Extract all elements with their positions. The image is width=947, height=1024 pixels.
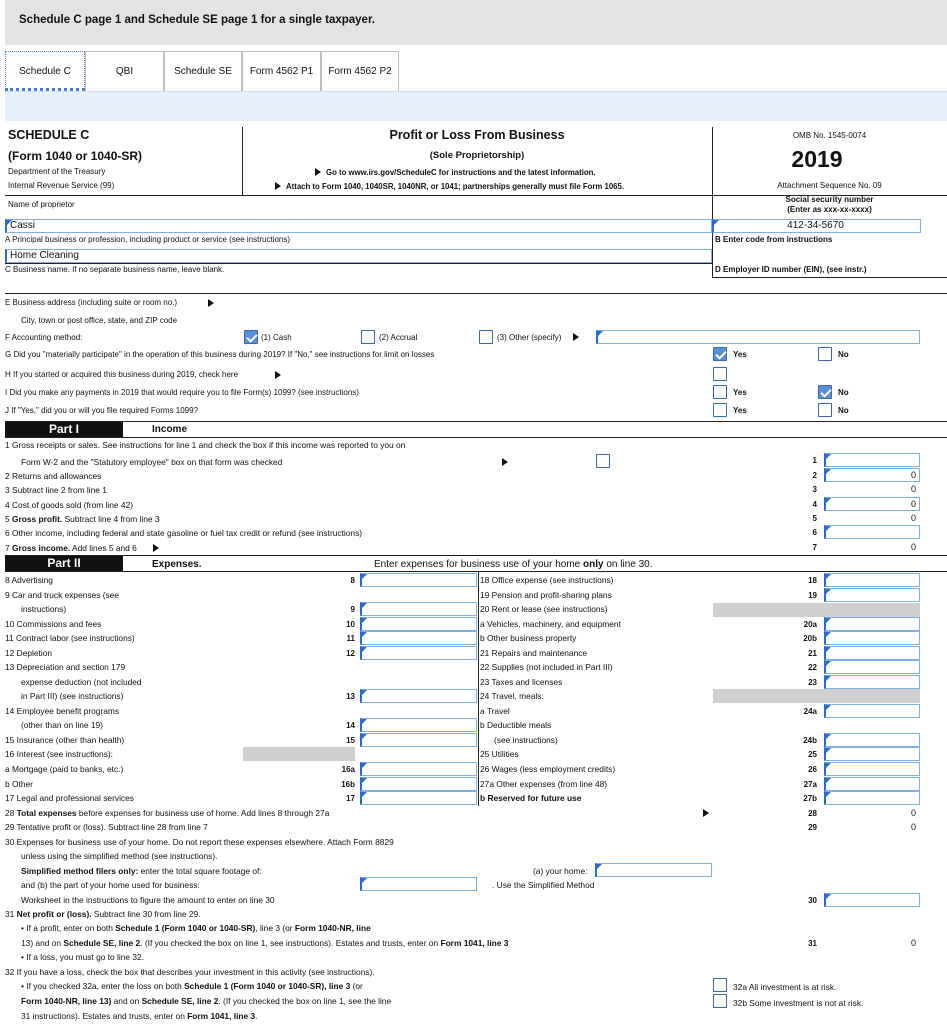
line-b-label: B Enter code from instructions bbox=[715, 235, 833, 244]
tab-schedule-se[interactable]: Schedule SE bbox=[164, 51, 242, 91]
tax-year: 2019 bbox=[791, 146, 843, 172]
tab-form-4562-p2[interactable]: Form 4562 P2 bbox=[321, 51, 399, 91]
tab-qbi[interactable]: QBI bbox=[85, 51, 164, 91]
ssn-label: Social security number bbox=[785, 195, 874, 204]
line-13-input[interactable] bbox=[360, 689, 477, 703]
goto-text: Go to www.irs.gov/ScheduleC for instructions and the latest information. bbox=[326, 168, 596, 177]
line-8-input[interactable] bbox=[360, 573, 477, 587]
statutory-employee-checkbox[interactable] bbox=[596, 454, 610, 468]
attach-text: Attach to Form 1040, 1040SR, 1040NR, or 1041; partnerships generally must file Form 1065. bbox=[286, 182, 624, 191]
line-1-input[interactable] bbox=[824, 453, 920, 467]
other-method-input[interactable] bbox=[596, 330, 920, 344]
line-g-label: G Did you "materially participate" in the operation of this business during 2019? If "No," see instructions for limit on losses bbox=[5, 350, 435, 359]
accrual-label: (2) Accrual bbox=[379, 333, 418, 342]
form-subtitle: (Sole Proprietorship) bbox=[429, 150, 525, 161]
line-19-input[interactable] bbox=[824, 588, 920, 602]
instruction-banner bbox=[5, 91, 947, 121]
home-sqft-input[interactable] bbox=[595, 863, 712, 877]
schedule-label: SCHEDULE C bbox=[8, 128, 90, 142]
accrual-checkbox[interactable] bbox=[361, 330, 375, 344]
line-e-city-label: City, town or post office, state, and ZIP code bbox=[21, 316, 178, 325]
line-24a-input[interactable] bbox=[824, 704, 920, 718]
line-e-label: E Business address (including suite or room no.) bbox=[5, 298, 178, 307]
g-no-checkbox[interactable] bbox=[818, 347, 832, 361]
dept-label: Department of the Treasury bbox=[8, 167, 106, 176]
line-29-value: 0 bbox=[824, 820, 920, 834]
line-21-input[interactable] bbox=[824, 646, 920, 660]
line-a-label: A Principal business or profession, including product or service (see instructions) bbox=[5, 235, 291, 244]
business-profession-input[interactable]: Home Cleaning bbox=[5, 249, 712, 263]
line-26-input[interactable] bbox=[824, 762, 920, 776]
line-2-input[interactable]: 0 bbox=[824, 468, 920, 482]
part-i-title: Income bbox=[152, 424, 188, 435]
line-11-input[interactable] bbox=[360, 631, 477, 645]
attachment-seq: Attachment Sequence No. 09 bbox=[777, 181, 882, 190]
line-27a-input[interactable] bbox=[824, 777, 920, 791]
other-method-label: (3) Other (specify) bbox=[497, 333, 562, 342]
cash-checkbox[interactable] bbox=[244, 330, 258, 344]
form-title: Profit or Loss From Business bbox=[389, 128, 565, 142]
line-23-input[interactable] bbox=[824, 675, 920, 689]
line-12-input[interactable] bbox=[360, 646, 477, 660]
line-20b-input[interactable] bbox=[824, 631, 920, 645]
j-yes-checkbox[interactable] bbox=[713, 403, 727, 417]
omb-number: OMB No. 1545-0074 bbox=[792, 131, 867, 140]
part-ii-title: Expenses. bbox=[152, 559, 202, 570]
part-i-header: Part I bbox=[5, 422, 123, 437]
line-14-input[interactable] bbox=[360, 718, 477, 732]
line-16a-input[interactable] bbox=[360, 762, 477, 776]
line-5-value: 0 bbox=[824, 511, 920, 525]
line-30-input[interactable] bbox=[824, 893, 920, 907]
line-f-label: F Accounting method: bbox=[5, 333, 83, 342]
business-sqft-input[interactable] bbox=[360, 877, 477, 891]
irs-label: Internal Revenue Service (99) bbox=[8, 181, 115, 190]
line-h-label: H If you started or acquired this business during 2019, check here bbox=[5, 370, 239, 379]
line-7-value: 0 bbox=[824, 540, 920, 554]
line-24b-input[interactable] bbox=[824, 733, 920, 747]
line-j-label: J If "Yes," did you or will you file required Forms 1099? bbox=[5, 406, 199, 415]
i-yes-checkbox[interactable] bbox=[713, 385, 727, 399]
line-9-input[interactable] bbox=[360, 602, 477, 616]
line-17-input[interactable] bbox=[360, 791, 477, 805]
line-22-input[interactable] bbox=[824, 660, 920, 674]
line-15-input[interactable] bbox=[360, 733, 477, 747]
other-method-checkbox[interactable] bbox=[479, 330, 493, 344]
line-c-label: C Business name. If no separate business name, leave blank. bbox=[5, 265, 225, 274]
line-31-value: 0 bbox=[824, 936, 920, 950]
cash-label: (1) Cash bbox=[261, 333, 292, 342]
name-label: Name of proprietor bbox=[8, 200, 75, 209]
home-note: Enter expenses for business use of your home only on line 30. bbox=[374, 559, 653, 570]
tab-form-4562-p1[interactable]: Form 4562 P1 bbox=[242, 51, 321, 91]
line-3-value: 0 bbox=[824, 482, 920, 496]
line-d-label: D Employer ID number (EIN), (see instr.) bbox=[715, 265, 867, 274]
proprietor-name-input[interactable]: Cassi bbox=[5, 219, 712, 233]
line-10-input[interactable] bbox=[360, 617, 477, 631]
line-6-input[interactable] bbox=[824, 525, 920, 539]
line-i-label: I Did you make any payments in 2019 that would require you to file Form(s) 1099? (see instructions) bbox=[5, 388, 359, 397]
line-27b-input[interactable] bbox=[824, 791, 920, 805]
line-16b-input[interactable] bbox=[360, 777, 477, 791]
line-20a-input[interactable] bbox=[824, 617, 920, 631]
all-at-risk-checkbox[interactable] bbox=[713, 978, 727, 992]
h-started-checkbox[interactable] bbox=[713, 367, 727, 381]
form-ref: (Form 1040 or 1040-SR) bbox=[8, 149, 143, 163]
some-not-at-risk-checkbox[interactable] bbox=[713, 994, 727, 1008]
part-ii-header: Part II bbox=[5, 556, 123, 571]
line-18-input[interactable] bbox=[824, 573, 920, 587]
j-no-checkbox[interactable] bbox=[818, 403, 832, 417]
page-title: Schedule C page 1 and Schedule SE page 1 for a single taxpayer. bbox=[19, 14, 375, 26]
line-25-input[interactable] bbox=[824, 747, 920, 761]
line-28-value: 0 bbox=[824, 806, 920, 820]
tab-schedule-c[interactable]: Schedule C bbox=[5, 51, 85, 91]
i-no-checkbox[interactable] bbox=[818, 385, 832, 399]
ssn-input[interactable]: 412-34-5670 bbox=[712, 219, 921, 233]
line-4-input[interactable]: 0 bbox=[824, 497, 920, 511]
g-yes-checkbox[interactable] bbox=[713, 347, 727, 361]
ssn-format-label: (Enter as xxx-xx-xxxx) bbox=[787, 205, 872, 214]
